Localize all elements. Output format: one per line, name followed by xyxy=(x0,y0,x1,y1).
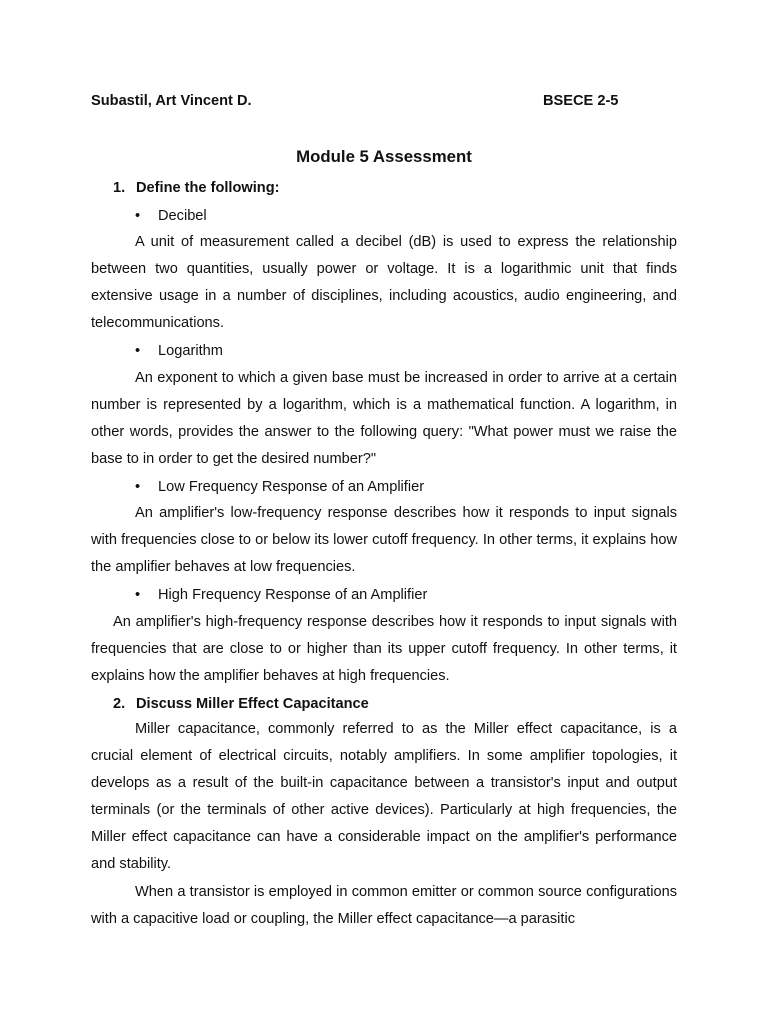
definition-decibel: A unit of measurement called a decibel (dB) is used to express the relationship between two quantities, usually power or voltage. It is a logarithmic unit that finds extensive usage in a number of disciplines, including acoustics, audio engineering, and telecommunications. xyxy=(91,234,677,332)
term-label: Decibel xyxy=(158,208,207,224)
question-2-number: 2. xyxy=(113,696,126,712)
bullet-icon: • xyxy=(135,587,141,603)
term-label: Low Frequency Response of an Amplifier xyxy=(158,479,425,495)
bullet-icon: • xyxy=(135,343,141,359)
miller-paragraph-2: When a transistor is employed in common emitter or common source configurations with a capacitive load or coupling, the Miller effect capacitance—a parasitic xyxy=(91,884,677,928)
term-logarithm xyxy=(135,343,223,359)
student-section: BSECE 2-5 xyxy=(543,93,619,109)
definition-high-frequency-response: An amplifier's high-frequency response describes how it responds to input signals with frequencies that are close to or higher than its upper cutoff frequency. In other terms, it explains how the amplifier behaves at high frequencies. xyxy=(91,614,677,685)
question-1-text: Define the following: xyxy=(136,180,280,196)
page-title: Module 5 Assessment xyxy=(296,147,472,166)
term-decibel xyxy=(135,208,207,224)
term-high-frequency-response xyxy=(135,587,427,603)
term-low-frequency-response xyxy=(135,479,424,495)
bullet-icon: • xyxy=(135,479,141,495)
question-1-heading xyxy=(113,180,280,196)
definition-low-frequency-response: An amplifier's low-frequency response describes how it responds to input signals with frequencies close to or below its lower cutoff frequency. In other terms, it explains how the amplifier behaves at low frequencies. xyxy=(91,505,677,576)
definition-logarithm: An exponent to which a given base must be increased in order to arrive at a certain number is represented by a logarithm, which is a mathematical function. A logarithm, in other words, provides the answer to the following query: "What power must we raise the base to in order to get the desired number?" xyxy=(91,370,677,468)
term-label: High Frequency Response of an Amplifier xyxy=(158,587,428,603)
bullet-icon: • xyxy=(135,208,141,224)
question-1-number: 1. xyxy=(113,180,126,196)
question-2-text: Discuss Miller Effect Capacitance xyxy=(136,696,369,712)
miller-paragraph-1: Miller capacitance, commonly referred to as the Miller effect capacitance, is a crucial element of electrical circuits, notably amplifiers. In some amplifier topologies, it develops as a result of the built-in capacitance between a transistor's input and output terminals (or the terminals of other active devices). Particularly at high frequencies, the Miller effect capacitance can have a considerable impact on the amplifier's performance and stability. xyxy=(91,721,677,873)
question-2-heading xyxy=(113,696,369,712)
term-label: Logarithm xyxy=(158,343,223,359)
student-name: Subastil, Art Vincent D. xyxy=(91,93,252,109)
